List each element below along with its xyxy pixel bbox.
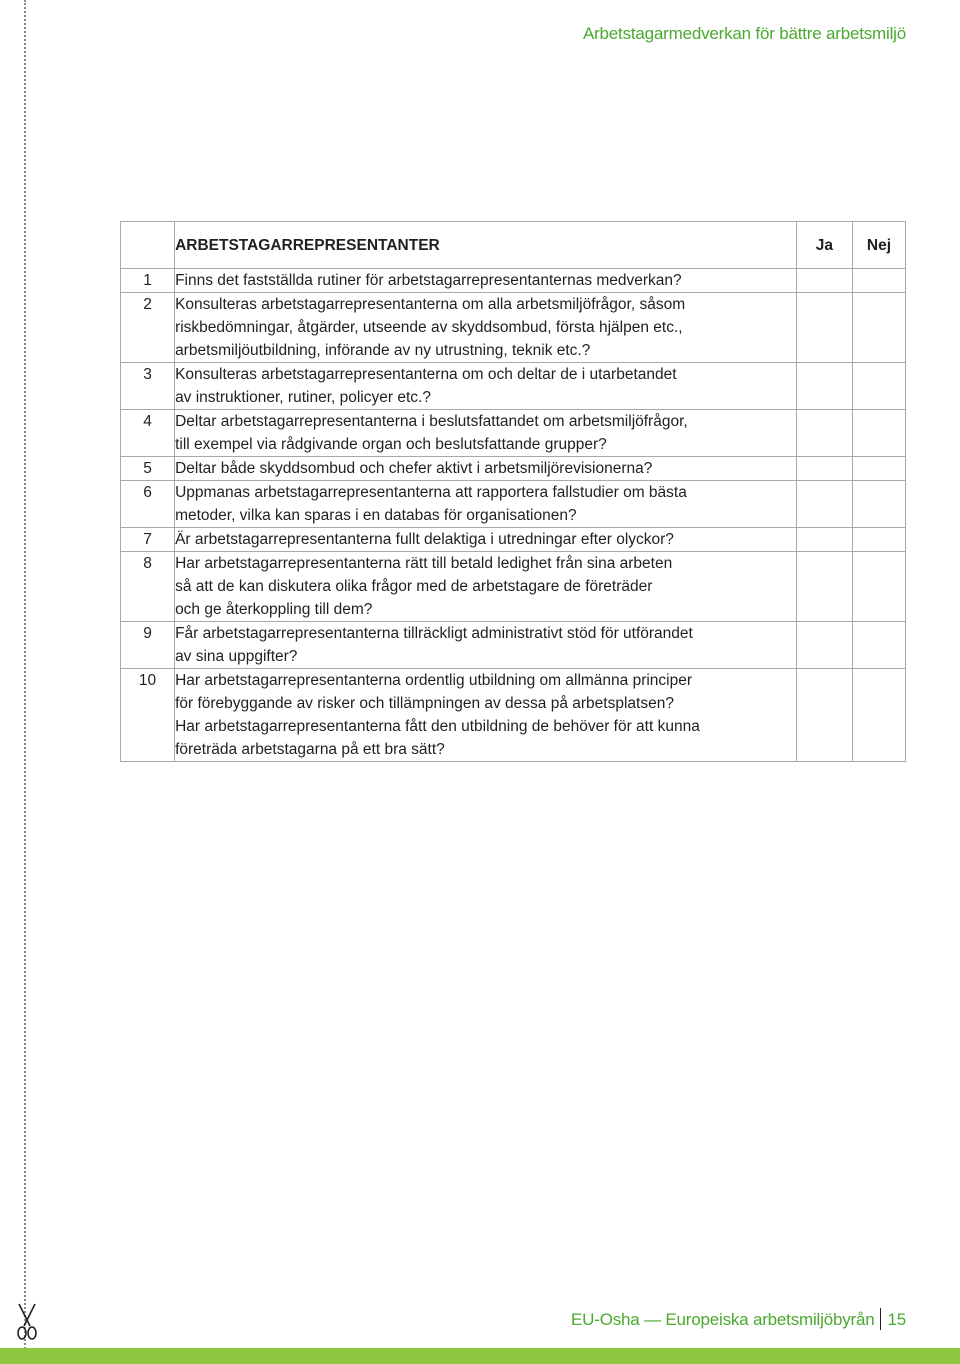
row-number: 2: [121, 293, 175, 363]
page-footer: [571, 1308, 906, 1330]
question-text: Deltar arbetstagarrepresentanterna i beslutsfattandet om arbetsmiljöfrågor, till exempel via rådgivande organ och beslutsfattande grupper?: [175, 410, 797, 457]
column-header-yes: Ja: [796, 222, 852, 269]
row-number: 3: [121, 363, 175, 410]
answer-no-cell[interactable]: [852, 669, 905, 762]
answer-yes-cell[interactable]: [796, 622, 852, 669]
table-row: [121, 269, 906, 293]
question-text: Har arbetstagarrepresentanterna rätt till betald ledighet från sina arbeten så att de kan diskutera olika frågor med de arbetstagare de företräder och ge återkoppling till dem?: [175, 552, 797, 622]
footer-divider: [880, 1308, 881, 1330]
row-number: 6: [121, 481, 175, 528]
answer-yes-cell[interactable]: [796, 481, 852, 528]
table-row: [121, 293, 906, 363]
answer-yes-cell[interactable]: [796, 293, 852, 363]
row-number: 7: [121, 528, 175, 552]
checklist-table: [120, 221, 906, 762]
answer-no-cell[interactable]: [852, 457, 905, 481]
table-row: [121, 528, 906, 552]
footer-accent-bar: [0, 1348, 960, 1364]
answer-no-cell[interactable]: [852, 269, 905, 293]
row-number: 8: [121, 552, 175, 622]
answer-yes-cell[interactable]: [796, 410, 852, 457]
table-row: [121, 481, 906, 528]
answer-yes-cell[interactable]: [796, 457, 852, 481]
question-text: Finns det fastställda rutiner för arbetstagarrepresentanternas medverkan?: [175, 269, 797, 293]
question-text: Deltar både skyddsombud och chefer aktivt i arbetsmiljörevisionerna?: [175, 457, 797, 481]
table-header-row: [121, 222, 906, 269]
answer-no-cell[interactable]: [852, 293, 905, 363]
answer-no-cell[interactable]: [852, 622, 905, 669]
cut-guide-line: [24, 0, 26, 1364]
answer-no-cell[interactable]: [852, 552, 905, 622]
table-row: [121, 622, 906, 669]
answer-no-cell[interactable]: [852, 528, 905, 552]
question-text: Är arbetstagarrepresentanterna fullt delaktiga i utredningar efter olyckor?: [175, 528, 797, 552]
running-header: Arbetstagarmedverkan för bättre arbetsmiljö: [582, 24, 906, 43]
answer-yes-cell[interactable]: [796, 669, 852, 762]
table-row: [121, 457, 906, 481]
row-number: 5: [121, 457, 175, 481]
answer-yes-cell[interactable]: [796, 269, 852, 293]
table-row: [121, 669, 906, 762]
answer-yes-cell[interactable]: [796, 363, 852, 410]
question-text: Uppmanas arbetstagarrepresentanterna att rapportera fallstudier om bästa metoder, vilka kan sparas i en databas för organisationen?: [175, 481, 797, 528]
table-row: [121, 363, 906, 410]
row-number: 4: [121, 410, 175, 457]
row-number: 10: [121, 669, 175, 762]
page-number: 15: [887, 1310, 906, 1329]
question-text: Får arbetstagarrepresentanterna tillräckligt administrativt stöd för utförandet av sina uppgifter?: [175, 622, 797, 669]
scissors-icon: [14, 1302, 40, 1342]
footer-org: EU-Osha — Europeiska arbetsmiljöbyrån: [571, 1310, 875, 1329]
question-text: Har arbetstagarrepresentanterna ordentlig utbildning om allmänna principer för förebyggande av risker och tillämpningen av dessa på arbetsplatsen? Har arbetstagarrepresentanterna fått den utbildning de behöver för att kunna företräda arbetstagarna på ett bra sätt?: [175, 669, 797, 762]
answer-no-cell[interactable]: [852, 410, 905, 457]
row-number: 1: [121, 269, 175, 293]
answer-yes-cell[interactable]: [796, 552, 852, 622]
question-text: Konsulteras arbetstagarrepresentanterna om alla arbetsmiljöfrågor, såsom riskbedömningar, åtgärder, utseende av skyddsombud, första hjälpen etc., arbetsmiljöutbildning, införande av ny utrustning, teknik etc.?: [175, 293, 797, 363]
table-row: [121, 552, 906, 622]
header-number-cell: [121, 222, 175, 269]
answer-yes-cell[interactable]: [796, 528, 852, 552]
table-title: ARBETSTAGARREPRESENTANTER: [175, 222, 797, 269]
row-number: 9: [121, 622, 175, 669]
answer-no-cell[interactable]: [852, 481, 905, 528]
answer-no-cell[interactable]: [852, 363, 905, 410]
question-text: Konsulteras arbetstagarrepresentanterna om och deltar de i utarbetandet av instruktioner, rutiner, policyer etc.?: [175, 363, 797, 410]
column-header-no: Nej: [852, 222, 905, 269]
table-row: [121, 410, 906, 457]
